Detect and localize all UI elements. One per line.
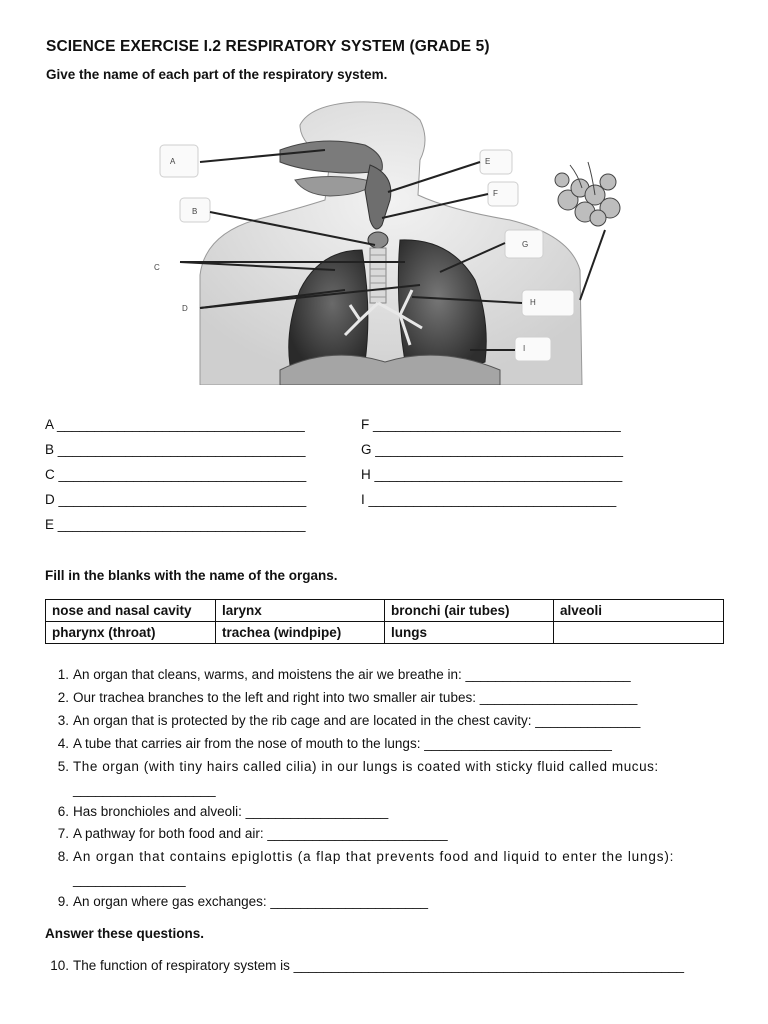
question-number: 6. (57, 804, 69, 819)
word-bank-cell: lungs (385, 622, 554, 644)
word-bank-cell: bronchi (air tubes) (385, 600, 554, 622)
answer-line-B[interactable]: B _________________________________ (45, 442, 306, 457)
question-text: Has bronchioles and alveoli: ___________________ (73, 804, 389, 819)
alveoli-cluster (555, 173, 620, 226)
question-number: 2. (57, 690, 69, 705)
question-5-continuation[interactable]: ___________________ (73, 782, 216, 797)
label-G: G (522, 240, 529, 249)
word-bank-cell (554, 622, 724, 644)
word-bank-cell: pharynx (throat) (46, 622, 216, 644)
instruction-label-parts: Give the name of each part of the respiratory system. (46, 67, 388, 82)
label-A: A (170, 157, 176, 166)
answer-line-E[interactable]: E _________________________________ (45, 517, 306, 532)
word-bank-cell: nose and nasal cavity (46, 600, 216, 622)
label-E: E (485, 157, 491, 166)
label-C: C (154, 263, 160, 272)
instruction-fill-blanks: Fill in the blanks with the name of the organs. (45, 568, 338, 583)
nasal-cavity-shape (280, 141, 382, 173)
word-bank-table (45, 599, 724, 644)
question-6[interactable] (45, 804, 388, 819)
question-8-continuation[interactable]: _______________ (73, 872, 186, 887)
word-bank-cell: alveoli (554, 600, 724, 622)
question-text: A pathway for both food and air: ________________________ (73, 826, 448, 841)
table-row (46, 600, 724, 622)
answer-line-I[interactable]: I _________________________________ (361, 492, 617, 507)
word-bank-cell: larynx (216, 600, 385, 622)
instruction-answer-questions: Answer these questions. (45, 926, 205, 941)
table-row (46, 622, 724, 644)
worksheet-title: SCIENCE EXERCISE I.2 RESPIRATORY SYSTEM (GRADE 5) (46, 38, 490, 55)
answer-line-G[interactable]: G _________________________________ (361, 442, 624, 457)
question-5[interactable] (45, 759, 659, 774)
question-3[interactable] (45, 713, 640, 728)
question-text: An organ that is protected by the rib cage and are located in the chest cavity: ______________ (73, 713, 641, 728)
question-1[interactable] (45, 667, 631, 682)
question-text: An organ that cleans, warms, and moistens the air we breathe in: ______________________ (73, 667, 631, 682)
label-D: D (182, 304, 188, 313)
label-I: I (523, 344, 526, 353)
answer-line-F[interactable]: F _________________________________ (361, 417, 621, 432)
question-2[interactable] (45, 690, 637, 705)
question-8[interactable] (45, 849, 674, 864)
question-number: 5. (57, 759, 69, 774)
question-text: The function of respiratory system is ____________________________________________________ (73, 958, 685, 973)
answer-line-H[interactable]: H _________________________________ (361, 467, 623, 482)
label-B: B (192, 207, 198, 216)
larynx-shape (368, 232, 388, 248)
question-number: 8. (57, 849, 69, 864)
answer-line-C[interactable]: C _________________________________ (45, 467, 307, 482)
answer-line-A[interactable]: A _________________________________ (45, 417, 305, 432)
question-text: An organ where gas exchanges: _____________________ (73, 894, 429, 909)
answer-line-D[interactable]: D _________________________________ (45, 492, 307, 507)
question-text: Our trachea branches to the left and right into two smaller air tubes: _____________________ (73, 690, 638, 705)
question-number: 1. (57, 667, 69, 682)
respiratory-system-diagram (150, 100, 640, 385)
word-bank-cell: trachea (windpipe) (216, 622, 385, 644)
question-text: The organ (with tiny hairs called cilia) in our lungs is coated with sticky fluid called mucus: (73, 759, 659, 774)
question-text: A tube that carries air from the nose of mouth to the lungs: _________________________ (73, 736, 612, 751)
question-9[interactable] (45, 894, 428, 909)
question-text: An organ that contains epiglottis (a flap that prevents food and liquid to enter the lungs): (73, 849, 675, 864)
question-7[interactable] (45, 826, 448, 841)
question-number: 9. (57, 894, 69, 909)
question-number: 10. (50, 958, 69, 973)
question-number: 7. (57, 826, 69, 841)
question-10[interactable] (45, 958, 684, 973)
label-F: F (493, 189, 498, 198)
question-4[interactable] (45, 736, 612, 751)
question-number: 4. (57, 736, 69, 751)
label-H: H (530, 298, 536, 307)
question-number: 3. (57, 713, 69, 728)
